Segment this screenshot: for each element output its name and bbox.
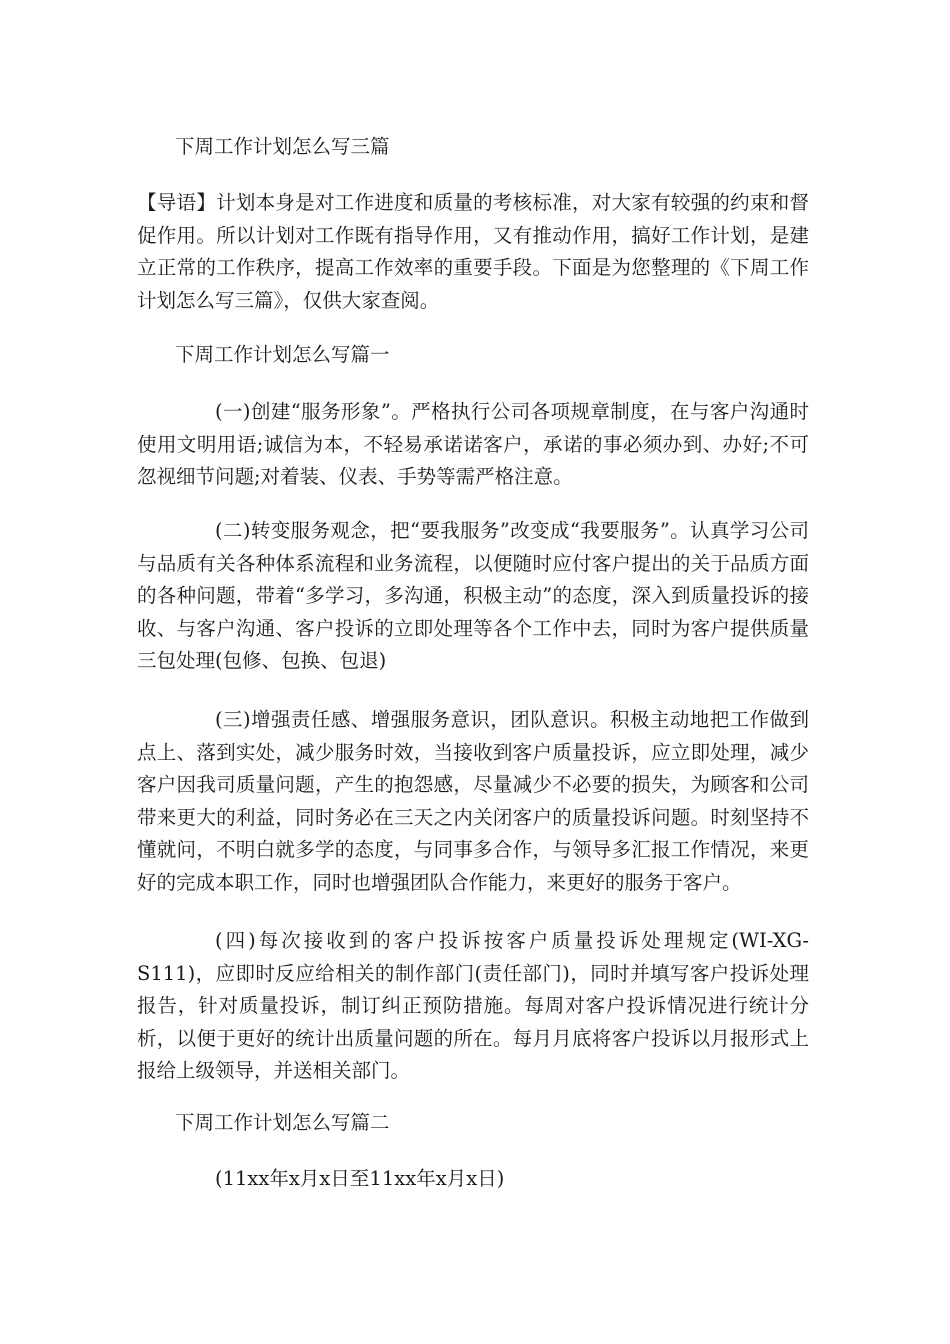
document-title: 下周工作计划怎么写三篇: [175, 135, 390, 158]
section1-item-2: (二)转变服务观念，把“要我服务”改变成“我要服务”。认真学习公司与品质有关各种体系流程和业务流程，以便随时应付客户提出的关于品质方面的各种问题，带着“多学习，多沟通，积极主动”的态度，深入到质量投诉的接收、与客户沟通、客户投诉的立即处理等各个工作中去，同时为客户提供质量三包处理(包修、包换、包退): [137, 519, 809, 672]
section-heading-2: 下周工作计划怎么写篇二: [175, 1111, 390, 1134]
section1-item-3: (三)增强责任感、增强服务意识，团队意识。积极主动地把工作做到点上、落到实处，减少服务时效，当接收到客户质量投诉，应立即处理，减少客户因我司质量问题，产生的抱怨感，尽量减少不必要的损失，为顾客和公司带来更大的利益，同时务必在三天之内关闭客户的质量投诉问题。时刻坚持不懂就问，不明白就多学的态度，与同事多合作，与领导多汇报工作情况，来更好的完成本职工作，同时也增强团队合作能力，来更好的服务于客户。: [137, 708, 809, 894]
section-heading-1: 下周工作计划怎么写篇一: [175, 343, 390, 366]
section1-item-4: (四)每次接收到的客户投诉按客户质量投诉处理规定(WI-XG-S111)，应即时反应给相关的制作部门(责任部门)，同时并填写客户投诉处理报告，针对质量投诉，制订纠正预防措施。每周对客户投诉情况进行统计分析，以便于更好的统计出质量问题的所在。每月月底将客户投诉以月报形式上报给上级领导，并送相关部门。: [137, 929, 809, 1082]
intro-paragraph: 【导语】计划本身是对工作进度和质量的考核标准，对大家有较强的约束和督促作用。所以计划对工作既有指导作用，又有推动作用，搞好工作计划，是建立正常的工作秩序，提高工作效率的重要手段。下面是为您整理的《下周工作计划怎么写三篇》，仅供大家查阅。: [137, 191, 809, 312]
section1-item-1: (一)创建“服务形象”。严格执行公司各项规章制度，在与客户沟通时使用文明用语;诚信为本，不轻易承诺诺客户，承诺的事必须办到、办好;不可忽视细节问题;对着装、仪表、手势等需严格注意。: [137, 400, 809, 488]
section2-date-range: (11xx年x月x日至11xx年x月x日): [215, 1167, 505, 1190]
